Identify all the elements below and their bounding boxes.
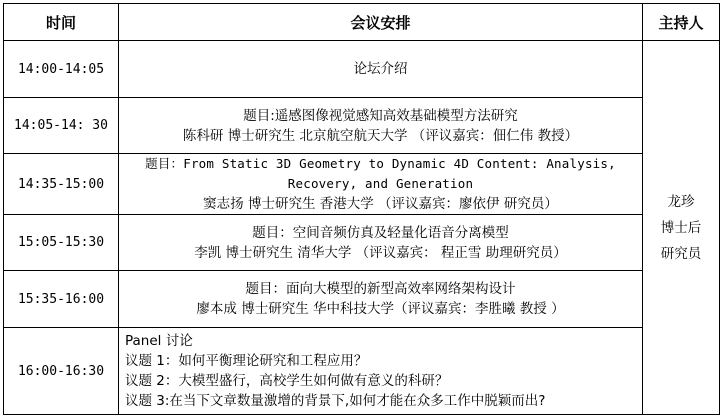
agenda-cell bbox=[119, 328, 643, 415]
agenda-cell bbox=[119, 98, 643, 154]
header-time: 时间 bbox=[4, 4, 119, 41]
panel-topic-2: 议题 2：大模型盛行，高校学生如何做有意义的科研？ bbox=[125, 373, 449, 389]
time-cell: 14:00-14:05 bbox=[4, 41, 119, 98]
talk-title: 题目：面向大模型的新型高效率网络架构设计 bbox=[245, 281, 516, 297]
header-row bbox=[4, 4, 720, 41]
time-cell: 14:05-14: 30 bbox=[4, 98, 119, 154]
agenda-cell bbox=[119, 41, 643, 98]
agenda-line: 论坛介绍 bbox=[353, 61, 408, 77]
talk-title: 题目：空间音频仿真及轻量化语音分离模型 bbox=[252, 224, 509, 241]
time-cell: 16:00-16:30 bbox=[4, 328, 119, 415]
host-position: 研究员 bbox=[660, 245, 702, 262]
schedule-table bbox=[3, 3, 720, 415]
header-agenda: 会议安排 bbox=[119, 4, 643, 41]
panel-topic-3: 议题 3:在当下文章数量激增的背景下,如何才能在众多工作中脱颖而出? bbox=[125, 393, 546, 409]
speaker-info: 陈科研 博士研究生 北京航空航天大学 （评议嘉宾：佃仁伟 教授） bbox=[182, 127, 579, 144]
panel-topic-1: 议题 1：如何平衡理论研究和工程应用？ bbox=[125, 353, 368, 369]
agenda-cell bbox=[119, 215, 643, 271]
table-row bbox=[4, 154, 720, 215]
time-cell: 15:05-15:30 bbox=[4, 215, 119, 271]
panel-title: Panel 讨论 bbox=[125, 333, 193, 349]
table-row bbox=[4, 215, 720, 271]
agenda-cell bbox=[119, 154, 643, 215]
talk-title-cont: Recovery, and Generation bbox=[287, 176, 474, 191]
speaker-info: 廖本成 博士研究生 华中科技大学（评议嘉宾：李胜曦 教授 ） bbox=[196, 301, 565, 317]
table-row bbox=[4, 271, 720, 328]
speaker-info: 窦志扬 博士研究生 香港大学 （评议嘉宾：廖依伊 研究员） bbox=[203, 196, 558, 212]
header-host: 主持人 bbox=[643, 4, 720, 41]
agenda-cell bbox=[119, 271, 643, 328]
host-title: 博士后 bbox=[660, 219, 702, 236]
table-row bbox=[4, 98, 720, 154]
host-cell bbox=[643, 41, 720, 415]
talk-title: 题目:遥感图像视觉感知高效基础模型方法研究 bbox=[243, 107, 518, 124]
table-row bbox=[4, 41, 720, 98]
table-row bbox=[4, 328, 720, 415]
talk-title: 题目：From Static 3D Geometry to Dynamic 4D Content: Analysis, bbox=[145, 156, 616, 171]
time-cell: 15:35-16:00 bbox=[4, 271, 119, 328]
time-cell: 14:35-15:00 bbox=[4, 154, 119, 215]
speaker-info: 李凯 博士研究生 清华大学 （评议嘉宾： 程正雪 助理研究员） bbox=[194, 244, 567, 261]
host-name: 龙珍 bbox=[667, 193, 695, 210]
